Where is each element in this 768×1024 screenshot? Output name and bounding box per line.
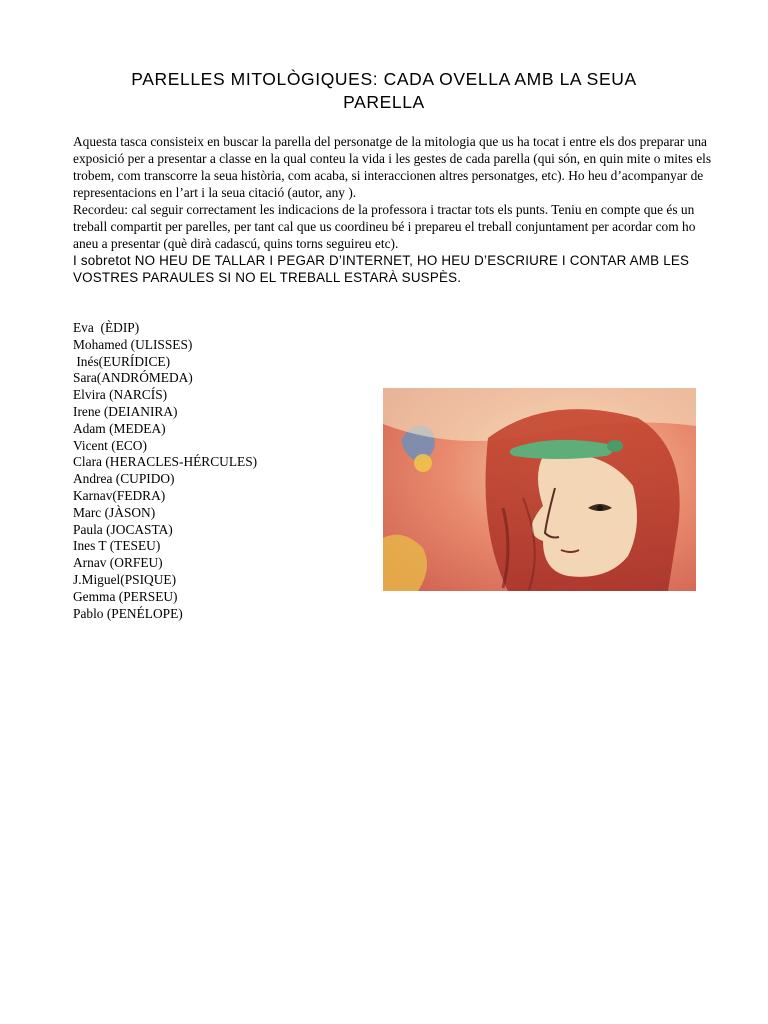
assignment-item: Gemma (PERSEU): [73, 588, 178, 604]
mythology-painting: [383, 388, 696, 591]
assignment-item: J.Miguel(PSIQUE): [73, 571, 177, 587]
paragraph-reminder: Recordeu: cal seguir correctament les indicacions de la professora i tractar tots els punts. Teniu en compte que és un treball compartit per parelles, per tant cal que us coordineu bé i prepareu el treball conjuntament per acordar com ho aneu a presentar (què dirà cadascú, quins torns seguireu etc).: [73, 202, 696, 251]
paragraph-task: Aquesta tasca consisteix en buscar la parella del personatge de la mitologia que us ha tocat i entre els dos preparar una exposició per a presentar a classe en la qual conteu la vida i les gestes de cada parella (qui són, en quin mite o mites els trobem, com transcorre la seua història, com acaba, si interaccionen altres personatges, etc). Ho heu d’acompanyar de representacions en l’art i la seua citació (autor, any ).: [73, 134, 712, 200]
assignment-item: Clara (HERACLES-HÉRCULES): [73, 454, 258, 470]
assignment-item: Paula (JOCASTA): [73, 521, 173, 537]
document-title: [80, 68, 688, 114]
assignment-item: Arnav (ORFEU): [73, 555, 163, 571]
assignment-item: Karnav(FEDRA): [73, 487, 166, 503]
assignment-item: Mohamed (ULISSES): [73, 336, 193, 352]
assignment-item: Elvira (NARCÍS): [73, 387, 168, 403]
assignment-item: Andrea (CUPIDO): [73, 471, 175, 487]
title-line-1: PARELLES MITOLÒGIQUES: CADA OVELLA AMB LA SEUA: [131, 69, 637, 89]
title-line-2: PARELLA: [343, 92, 425, 112]
assignment-item: Eva (ÈDIP): [73, 320, 140, 335]
assignment-item: Sara(ANDRÓMEDA): [73, 370, 193, 386]
painting-illustration: [383, 388, 696, 591]
assignment-item: Pablo (PENÉLOPE): [73, 605, 183, 621]
assignment-item: Irene (DEIANIRA): [73, 403, 178, 419]
instructions: [73, 133, 713, 286]
assignment-item: Vicent (ECO): [73, 437, 147, 453]
assignment-list: [73, 320, 257, 622]
assignment-item: Adam (MEDEA): [73, 420, 166, 436]
paragraph-warning: I sobretot NO HEU DE TALLAR I PEGAR D’INTERNET, HO HEU D’ESCRIURE I CONTAR AMB LES VOSTRES PARAULES SI NO EL TREBALL ESTARÀ SUSPÈS.: [73, 253, 690, 285]
assignment-item: Inés(EURÍDICE): [73, 353, 171, 369]
assignment-item: Marc (JÀSON): [73, 504, 156, 520]
assignment-item: Ines T (TESEU): [73, 538, 161, 554]
